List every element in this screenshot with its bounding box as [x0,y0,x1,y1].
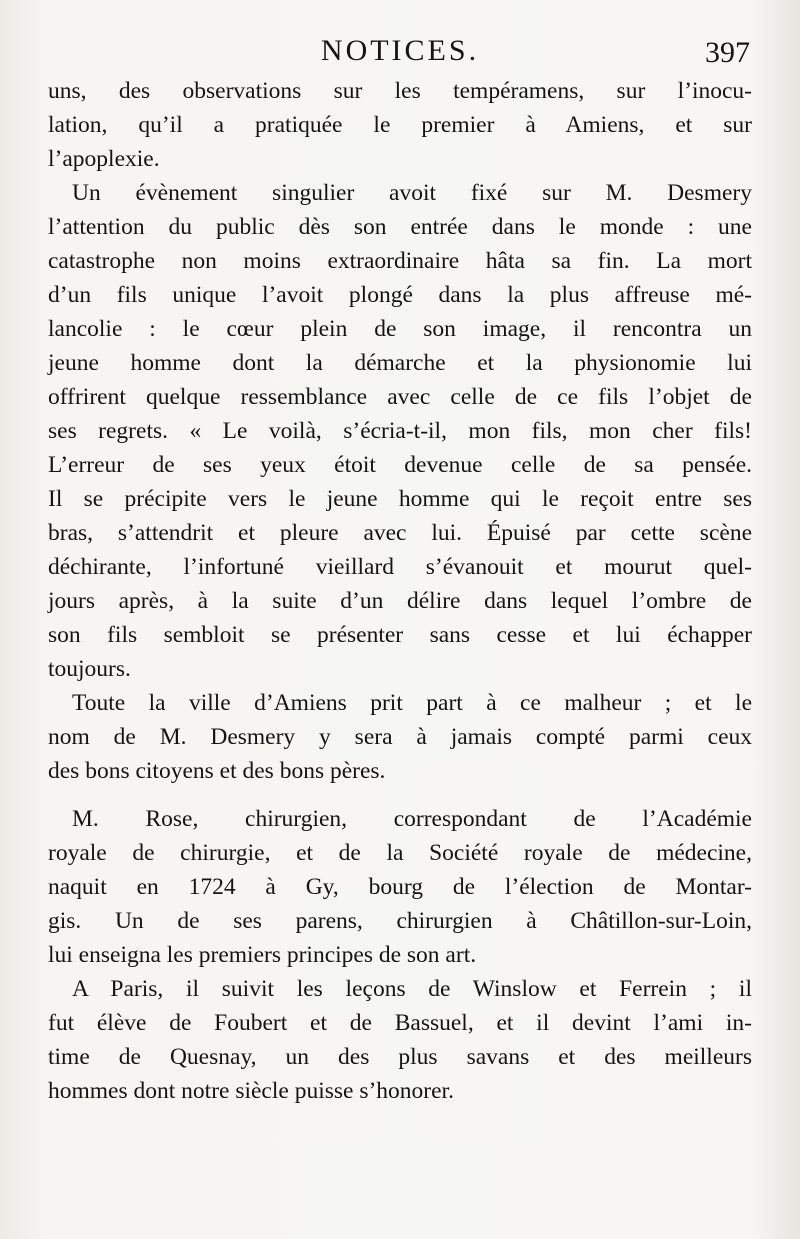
page-number: 397 [705,36,750,69]
body-text [48,74,752,1108]
running-header [48,28,752,72]
text-line: A Paris, il suivit les leçons de Winslow et Ferrein ; il [72,976,752,1002]
text-line: hommes dont notre siècle puisse s’honorer. [48,1078,454,1104]
text-line: catastrophe non moins extraordinaire hâta sa fin. La mort [48,248,752,274]
text-line: Un évènement singulier avoit fixé sur M. Desmery [72,180,752,206]
text-line: ses regrets. « Le voilà, s’écria-t-il, mon fils, mon cher fils! [48,418,752,444]
text-line: son fils sembloit se présenter sans cesse et lui échapper [48,622,752,648]
text-line: l’attention du public dès son entrée dans le monde : une [48,214,752,240]
text-line: lui enseigna les premiers principes de son art. [48,942,477,968]
text-line: toujours. [48,656,131,682]
running-title: NOTICES. [320,34,480,67]
text-line: L’erreur de ses yeux étoit devenue celle de sa pensée. [48,452,752,478]
text-line: royale de chirurgie, et de la Société royale de médecine, [48,840,752,866]
text-line: naquit en 1724 à Gy, bourg de l’élection de Montar- [48,874,752,900]
text-line: d’un fils unique l’avoit plongé dans la plus affreuse mé- [48,282,752,308]
text-line: jeune homme dont la démarche et la physionomie lui [48,350,752,376]
text-line: M. Rose, chirurgien, correspondant de l’Académie [72,806,752,832]
text-line: l’apoplexie. [48,146,160,172]
text-line: nom de M. Desmery y sera à jamais compté parmi ceux [48,724,752,750]
text-line: time de Quesnay, un des plus savans et des meilleurs [48,1044,752,1070]
text-line: uns, des observations sur les tempéramens, sur l’inocu- [48,78,752,104]
text-line: fut élève de Foubert et de Bassuel, et il devint l’ami in- [48,1010,752,1036]
text-line: des bons citoyens et des bons pères. [48,758,386,784]
text-line: Il se précipite vers le jeune homme qui le reçoit entre ses [48,486,752,512]
text-line: lation, qu’il a pratiquée le premier à Amiens, et sur [48,112,752,138]
text-line: gis. Un de ses parens, chirurgien à Châtillon-sur-Loin, [48,908,752,934]
text-line: offrirent quelque ressemblance avec celle de ce fils l’objet de [48,384,752,410]
text-line: déchirante, l’infortuné vieillard s’évanouit et mourut quel- [48,554,752,580]
text-line: bras, s’attendrit et pleure avec lui. Épuisé par cette scène [48,520,752,546]
text-line: Toute la ville d’Amiens prit part à ce malheur ; et le [72,690,752,716]
text-line: lancolie : le cœur plein de son image, il rencontra un [48,316,752,342]
text-line: jours après, à la suite d’un délire dans lequel l’ombre de [48,588,752,614]
